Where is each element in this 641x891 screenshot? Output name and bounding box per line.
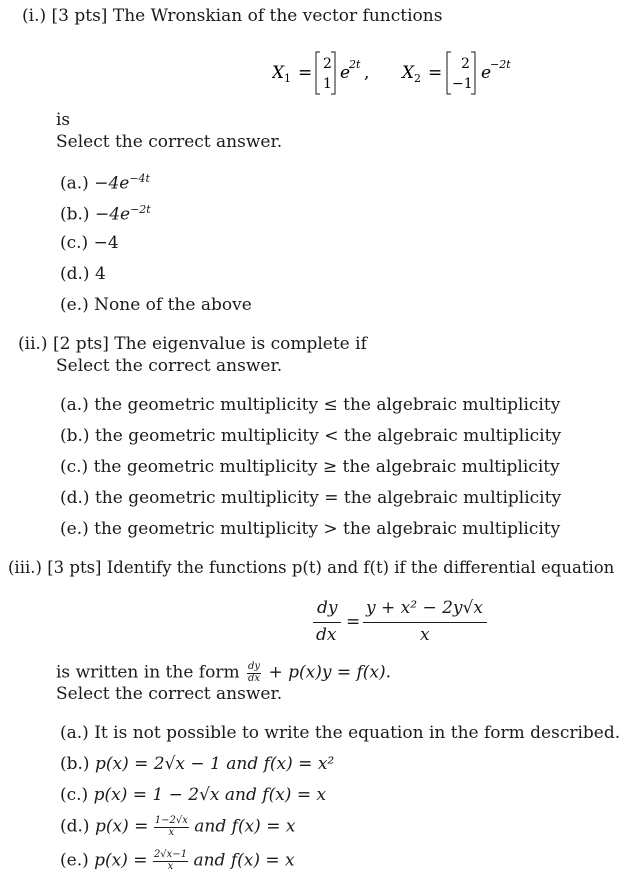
q2-select-instruction: Select the correct answer. [56,356,283,376]
eq-rhs-den: x [420,625,430,645]
eq-equals: = [346,612,361,632]
q1-option-b[interactable]: $(b.) -4e^{-2t}$ [60,203,151,225]
q2-number: (ii.) [18,334,48,354]
q1-number: (i.) [22,6,47,26]
q3-prompt: Identify the functions p(t) and f(t) if the differential equation [106,558,615,577]
q3-option-d-fraction: $\frac{1-2√x}{x}$ [154,815,188,838]
q1-points: [3 pts] [51,6,108,26]
x2-vec-top: 2 [461,56,470,72]
q2-option-d[interactable]: (d.) the geometric multiplicity = the algebraic multiplicity [60,488,562,508]
q2-header [18,336,367,353]
q1-option-a[interactable]: $(a.) -4e^{-4t}$ [60,172,150,194]
q3-header [8,560,614,577]
form-fraction: $\frac{dy}{dx}$ [247,661,261,684]
q1-option-c[interactable]: (c.) −4 [60,233,119,253]
q1-header [22,8,442,25]
q3-option-d[interactable]: (d.) p(x) = $\frac{1-2√x}{x}$ and f(x) = x [60,815,296,838]
svg-text:,: , [364,63,370,83]
q3-points: [3 pts] [47,558,102,577]
q3-option-e-fraction: $\frac{2√x-1}{x}$ [153,849,188,872]
svg-text:=: = [298,63,313,83]
eq-rhs-fraction-bar [363,622,487,623]
q1-select-instruction: Select the correct answer. [56,132,283,152]
eq-lhs-den: dx [316,625,337,645]
q3-number: (iii.) [8,558,42,577]
q3-option-c[interactable]: (c.) p(x) = 1 − 2√x and f(x) = x [60,785,327,805]
x1-sub: 1 [284,72,291,85]
eq-rhs-num: y + x² − 2y√x [366,598,483,618]
q1-option-e[interactable]: (e.) None of the above [60,295,252,315]
svg-text:=: = [428,63,443,83]
q1-prompt: The Wronskian of the vector functions [112,6,443,26]
x1-exp: 2t [349,58,361,71]
x2-label: X [402,63,415,83]
q2-option-a[interactable]: (a.) the geometric multiplicity ≤ the algebraic multiplicity [60,395,561,415]
x1-vec-top: 2 [323,56,332,72]
x2-vec-bottom: −1 [452,76,473,92]
q3-form-line: is written in the form $\frac{dy}{dx}$ + p(x)y = f(x). [56,661,392,684]
q2-option-e[interactable]: (e.) the geometric multiplicity > the algebraic multiplicity [60,519,561,539]
q2-option-b[interactable]: (b.) the geometric multiplicity < the algebraic multiplicity [60,426,562,446]
svg-text:e: e [340,63,351,83]
svg-text:e: e [481,63,492,83]
q3-select-instruction: Select the correct answer. [56,684,283,704]
q3-option-a[interactable]: (a.) It is not possible to write the equation in the form described. [60,723,621,743]
x2-exp: −2t [490,58,511,71]
q1-vectors [272,48,572,92]
x1-label: X [272,63,285,83]
eq-lhs-fraction-bar [313,622,341,623]
q2-prompt: The eigenvalue is complete if [114,334,367,354]
q3-option-b[interactable]: (b.) p(x) = 2√x − 1 and f(x) = x² [60,754,335,774]
vector-functions-figure [272,48,572,98]
eq-lhs-num: dy [317,598,338,618]
x2-sub: 2 [414,72,421,85]
q2-points: [2 pts] [52,334,109,354]
q3-option-e[interactable]: (e.) p(x) = $\frac{2√x-1}{x}$ and f(x) = x [60,849,295,872]
q2-option-c[interactable]: (c.) the geometric multiplicity ≥ the algebraic multiplicity [60,457,560,477]
q1-option-d[interactable]: (d.) 4 [60,264,106,284]
x1-vec-bottom: 1 [323,76,332,92]
q1-is-label: is [56,110,71,130]
